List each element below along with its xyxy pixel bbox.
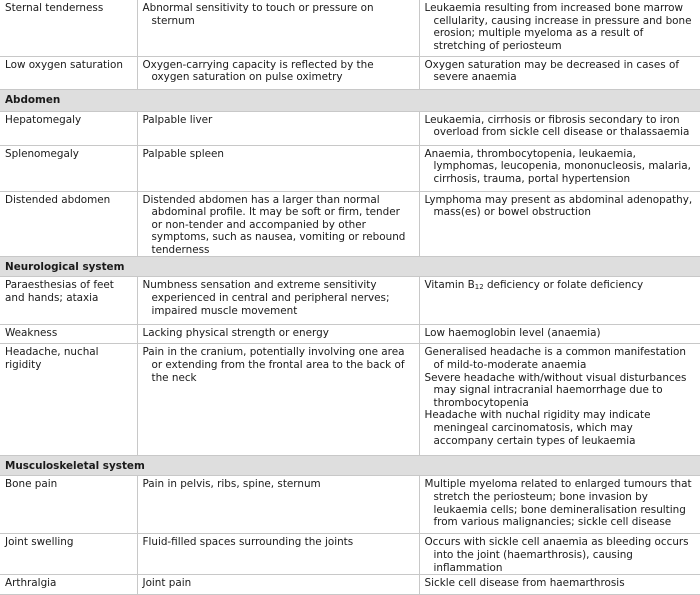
sign-cell: Sternal tenderness bbox=[0, 0, 137, 56]
sign-cell: Splenomegaly bbox=[0, 145, 137, 191]
section-header-row bbox=[0, 89, 700, 111]
cause-paragraph: Headache with nuchal rigidity may indicate meningeal carcinomatosis, which may accompany certain types of leukaemia bbox=[420, 409, 700, 447]
description-cell: Lacking physical strength or energy bbox=[137, 325, 419, 344]
cause-cell bbox=[419, 344, 700, 456]
cause-cell: Anaemia, thrombocytopenia, leukaemia, lymphomas, leucopenia, mononucleosis, malaria, cirrhosis, trauma, portal hypertension bbox=[419, 145, 700, 191]
subscript-12: 12 bbox=[475, 283, 484, 291]
table-row bbox=[0, 575, 700, 595]
sign-cell: Weakness bbox=[0, 325, 137, 344]
description-cell: Distended abdomen has a larger than normal abdominal profile. It may be soft or firm, tender or non-tender and accompanied by other symptoms, such as nausea, vomiting or rebound tenderness bbox=[137, 191, 419, 257]
sign-cell: Hepatomegaly bbox=[0, 111, 137, 145]
cause-cell: Sickle cell disease from haemarthrosis bbox=[419, 575, 700, 595]
description-cell: Pain in pelvis, ribs, spine, sternum bbox=[137, 476, 419, 534]
table-row bbox=[0, 111, 700, 145]
section-header-row bbox=[0, 257, 700, 277]
sign-cell: Joint swelling bbox=[0, 534, 137, 575]
cause-cell: Occurs with sickle cell anaemia as bleeding occurs into the joint (haemarthrosis), causing inflammation bbox=[419, 534, 700, 575]
table-row bbox=[0, 191, 700, 257]
table-row bbox=[0, 0, 700, 56]
section-heading-musculoskeletal: Musculoskeletal system bbox=[0, 456, 700, 476]
table-row bbox=[0, 534, 700, 575]
description-cell: Abnormal sensitivity to touch or pressure on sternum bbox=[137, 0, 419, 56]
table-row bbox=[0, 476, 700, 534]
cause-cell: Lymphoma may present as abdominal adenopathy, mass(es) or bowel obstruction bbox=[419, 191, 700, 257]
cause-text: Vitamin B bbox=[425, 279, 475, 291]
sign-cell: Paraesthesias of feet and hands; ataxia bbox=[0, 277, 137, 325]
cause-paragraph: Generalised headache is a common manifestation of mild-to-moderate anaemia bbox=[420, 346, 700, 371]
description-cell: Joint pain bbox=[137, 575, 419, 595]
table-row bbox=[0, 344, 700, 456]
table-row bbox=[0, 145, 700, 191]
section-header-row bbox=[0, 456, 700, 476]
cause-cell: Multiple myeloma related to enlarged tumours that stretch the periosteum; bone invasion by leukaemia cells; bone demineralisation resulting from various malignancies; sickle cell disease bbox=[419, 476, 700, 534]
description-cell: Pain in the cranium, potentially involving one area or extending from the frontal area to the back of the neck bbox=[137, 344, 419, 456]
description-cell: Palpable liver bbox=[137, 111, 419, 145]
cause-cell bbox=[419, 277, 700, 325]
description-cell: Numbness sensation and extreme sensitivity experienced in central and peripheral nerves; impaired muscle movement bbox=[137, 277, 419, 325]
table-row bbox=[0, 56, 700, 89]
sign-cell: Low oxygen saturation bbox=[0, 56, 137, 89]
cause-paragraph: Severe headache with/without visual disturbances may signal intracranial haemorrhage due to thrombocytopenia bbox=[420, 372, 700, 410]
cause-cell: Low haemoglobin level (anaemia) bbox=[419, 325, 700, 344]
sign-cell: Headache, nuchal rigidity bbox=[0, 344, 137, 456]
sign-cell: Distended abdomen bbox=[0, 191, 137, 257]
table-row bbox=[0, 325, 700, 344]
description-cell: Fluid-filled spaces surrounding the joints bbox=[137, 534, 419, 575]
section-heading-neurological: Neurological system bbox=[0, 257, 700, 277]
section-heading-abdomen: Abdomen bbox=[0, 89, 700, 111]
cause-cell: Leukaemia resulting from increased bone marrow cellularity, causing increase in pressure and bone erosion; multiple myeloma as a result of stretching of periosteum bbox=[419, 0, 700, 56]
table-row bbox=[0, 277, 700, 325]
description-cell: Oxygen-carrying capacity is reflected by the oxygen saturation on pulse oximetry bbox=[137, 56, 419, 89]
description-cell: Palpable spleen bbox=[137, 145, 419, 191]
sign-cell: Arthralgia bbox=[0, 575, 137, 595]
cause-cell: Oxygen saturation may be decreased in cases of severe anaemia bbox=[419, 56, 700, 89]
sign-cell: Bone pain bbox=[0, 476, 137, 534]
cause-text-rest: deficiency or folate deficiency bbox=[484, 279, 644, 291]
cause-cell: Leukaemia, cirrhosis or fibrosis secondary to iron overload from sickle cell disease or thalassaemia bbox=[419, 111, 700, 145]
